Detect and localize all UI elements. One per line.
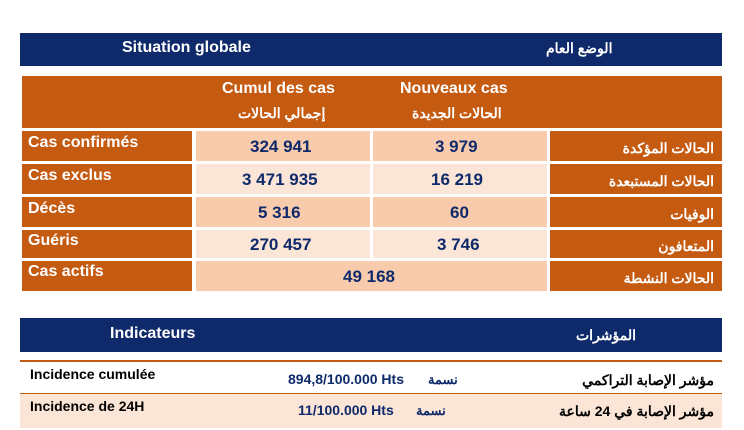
cell-value: 270 457: [250, 235, 312, 254]
indicator-label: Incidence de 24H: [30, 398, 145, 414]
col-cumul-fr: Cumul des cas: [222, 80, 335, 97]
cell-value: 16 219: [431, 170, 483, 189]
cell-value: 49 168: [343, 267, 395, 286]
cell-value: 324 941: [250, 137, 312, 156]
row-label-ar-recovered: [550, 230, 722, 258]
cell-value: 3 746: [437, 235, 480, 254]
cell-new-confirmed: [373, 131, 547, 161]
indicator-label-ar: مؤشر الإصابة التراكمي: [582, 372, 714, 388]
cell-new-recovered: [373, 230, 547, 258]
cell-new-excluded: [373, 164, 547, 194]
indicators-header-bar: [20, 318, 722, 352]
cell-cumul-recovered: [196, 230, 370, 258]
row-label-ar-text: الحالات المستبعدة: [608, 173, 714, 189]
indicator-label-ar: مؤشر الإصابة في 24 ساعة: [559, 403, 714, 419]
cell-cumul-confirmed: [196, 131, 370, 161]
row-label-ar-text: المتعافون: [658, 238, 714, 254]
row-label-text: Cas exclus: [28, 167, 112, 184]
row-label-ar-confirmed: [550, 131, 722, 161]
situation-table: [22, 76, 722, 291]
row-label-recovered: [22, 230, 192, 258]
cell-active-value: [196, 261, 547, 291]
table-column-header-row: [22, 76, 722, 128]
row-label-deaths: [22, 197, 192, 227]
col-cumul-ar: إجمالي الحالات: [238, 105, 326, 121]
indicator-value-ar: نسمة: [416, 403, 446, 418]
row-label-text: Cas actifs: [28, 263, 104, 280]
situation-title-fr: Situation globale: [122, 39, 251, 56]
cell-cumul-excluded: [196, 164, 370, 194]
cell-cumul-deaths: [196, 197, 370, 227]
row-label-ar-text: الوفيات: [670, 206, 714, 222]
indicator-value: 894,8/100.000 Hts: [288, 371, 404, 387]
indicator-row-24h: [20, 394, 722, 428]
cell-new-deaths: [373, 197, 547, 227]
row-label-excluded: [22, 164, 192, 194]
row-label-ar-text: الحالات النشطة: [623, 270, 714, 286]
row-label-ar-excluded: [550, 164, 722, 194]
row-label-ar-text: الحالات المؤكدة: [622, 140, 714, 156]
indicators-title-ar: المؤشرات: [576, 327, 637, 343]
row-label-ar-deaths: [550, 197, 722, 227]
row-label-confirmed: [22, 131, 192, 161]
indicators-title-fr: Indicateurs: [110, 325, 196, 342]
cell-value: 5 316: [258, 203, 301, 222]
row-label-text: Décès: [28, 200, 76, 217]
row-label-active: [22, 261, 192, 291]
row-label-text: Guéris: [28, 232, 79, 249]
indicator-row-cumulative: [20, 362, 722, 394]
situation-title-ar: الوضع العام: [546, 40, 613, 56]
col-new-ar: الحالات الجديدة: [412, 105, 502, 121]
cell-value: 3 979: [435, 137, 478, 156]
indicator-label: Incidence cumulée: [30, 366, 156, 382]
indicator-value: 11/100.000 Hts: [298, 402, 394, 418]
situation-header-bar: [20, 33, 722, 66]
row-label-text: Cas confirmés: [28, 134, 139, 151]
col-new-fr: Nouveaux cas: [400, 80, 508, 97]
cell-value: 3 471 935: [242, 170, 318, 189]
indicator-value-ar: نسمة: [428, 372, 458, 387]
row-label-ar-active: [550, 261, 722, 291]
cell-value: 60: [450, 203, 469, 222]
